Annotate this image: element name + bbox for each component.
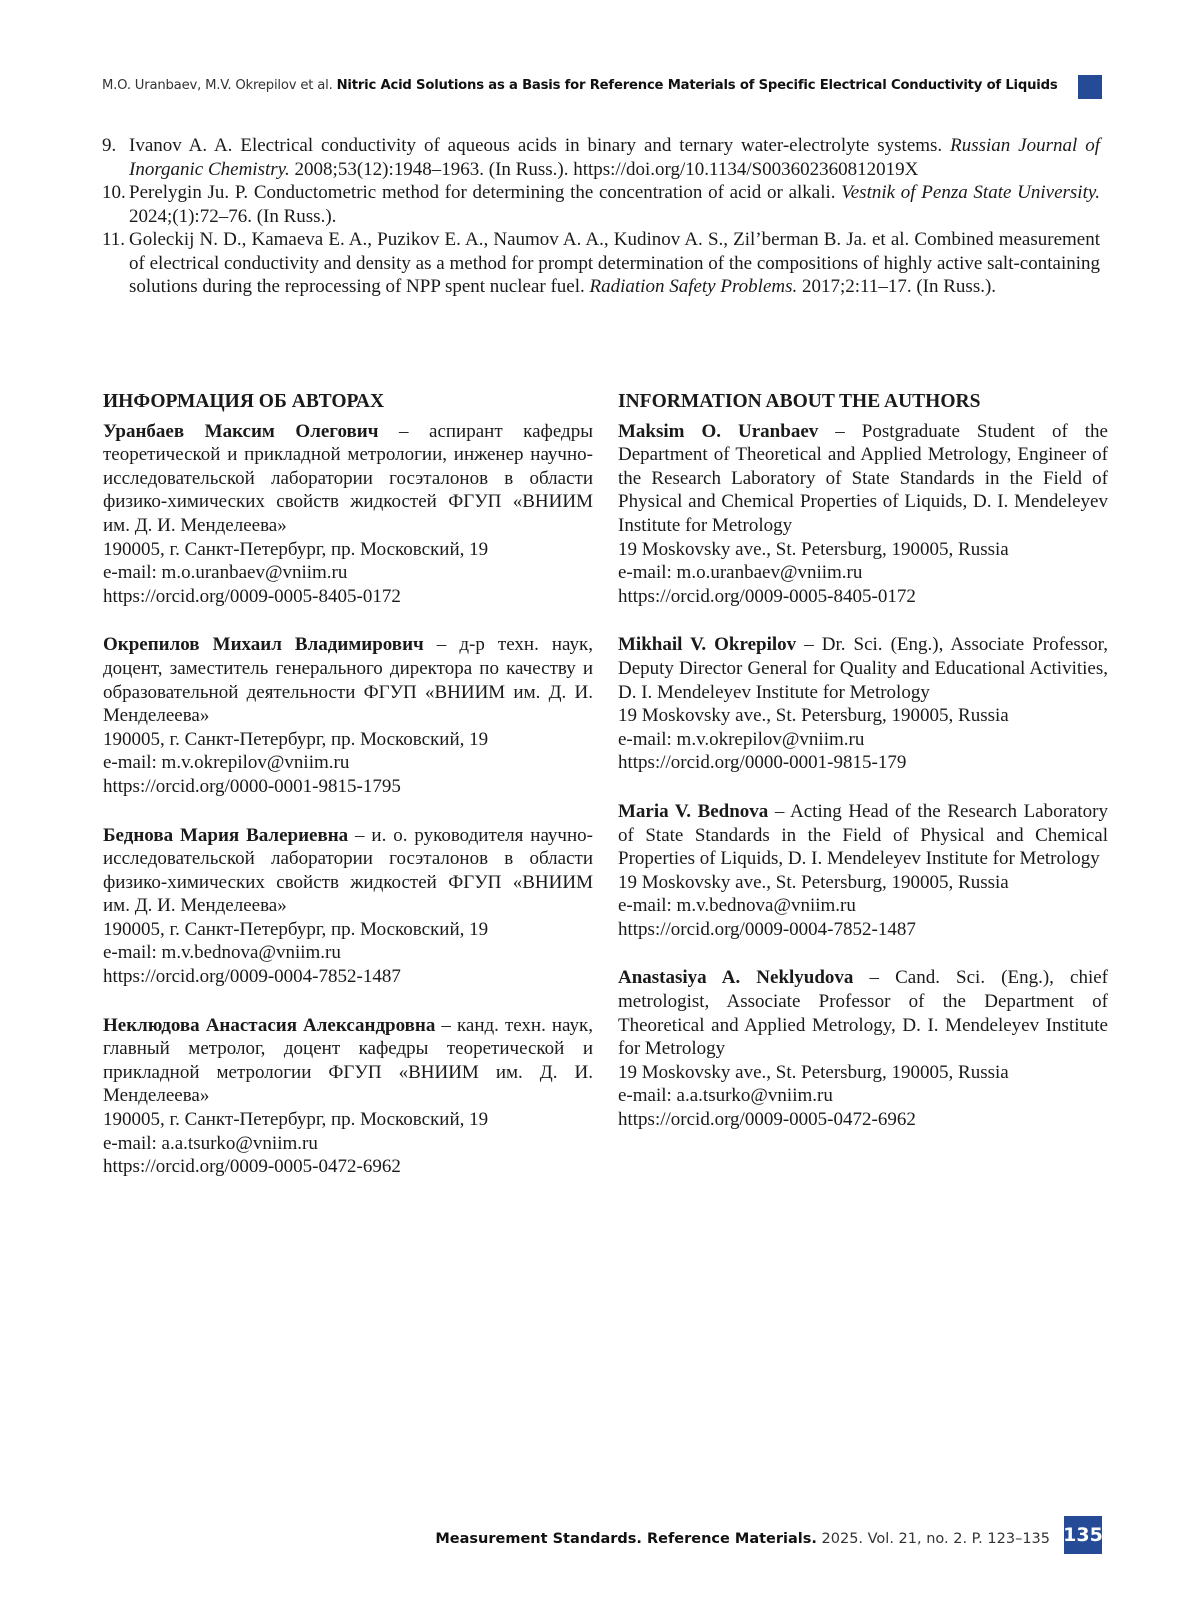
reference-item [102,228,1100,299]
header-title: Nitric Acid Solutions as a Basis for Reference Materials of Specific Electrical Conductivity of Liquids [336,78,1058,93]
reference-text: Goleckij N. D., Kamaeva E. A., Puzikov E. A., Naumov A. A., Kudinov A. S., Zil’berman B. Ja. et al. Combined measurement of electrical conductivity and density as a method for prompt determination of the compositions of highly active salt-containing solutions during the reprocessing of NPP spent nuclear fuel. Radiation Safety Problems. 2017;2:11–17. (In Russ.). [129,229,1100,297]
author-description: Уранбаев Максим Олегович – аспирант кафедры теоретической и прикладной метрологии, инженер научно-исследовательской лаборатории госэталонов в области физико-химических свойств жидкостей ФГУП «ВНИИМ им. Д. И. Менделеева» [103,420,593,536]
author-block [618,966,1108,1131]
author-name: Anastasiya A. Neklyudova [618,967,854,989]
reference-item [102,134,1100,181]
author-email[interactable]: e-mail: m.v.okrepilov@vniim.ru [618,728,865,750]
author-description: Maksim O. Uranbaev – Postgraduate Student of the Department of Theoretical and Applied Metrology, Engineer of the Research Laboratory of State Standards in the Field of Physical and Chemical Properties of Liquids, D. I. Mendeleyev Institute for Metrology [618,420,1108,536]
reference-item [102,181,1100,228]
author-email[interactable]: e-mail: m.o.uranbaev@vniim.ru [103,562,348,584]
author-description: Неклюдова Анастасия Александровна – канд. техн. наук, главный метролог, доцент кафедры теоретической и прикладной метрологии ФГУП «ВНИИМ им. Д. И. Менделеева» [103,1014,594,1107]
author-email[interactable]: e-mail: m.v.okrepilov@vniim.ru [103,752,350,774]
author-orcid-link[interactable]: https://orcid.org/0009-0005-0472-6962 [103,1156,401,1178]
author-block [103,1014,593,1179]
author-orcid-link[interactable]: https://orcid.org/0009-0005-0472-6962 [618,1109,916,1131]
page-footer [435,1531,1050,1547]
footer-journal: Measurement Standards. Reference Materials. [435,1531,817,1547]
author-email[interactable]: e-mail: a.a.tsurko@vniim.ru [618,1085,833,1107]
author-orcid-link[interactable]: https://orcid.org/0009-0004-7852-1487 [103,966,401,988]
author-address: 19 Moskovsky ave., St. Petersburg, 190005, Russia [618,705,1009,727]
author-name: Неклюдова Анастасия Александровна [103,1014,436,1036]
author-name: Окрепилов Михаил Владимирович [103,634,424,656]
author-orcid-link[interactable]: https://orcid.org/0009-0005-8405-0172 [618,585,916,607]
authors-column-en [618,390,1108,1157]
author-block [103,420,593,609]
author-block [103,633,593,798]
author-block [618,800,1108,942]
author-block [618,633,1108,775]
author-name: Maksim O. Uranbaev [618,420,819,442]
author-description: Mikhail V. Okrepilov – Dr. Sci. (Eng.), Associate Professor, Deputy Director General for Quality and Educational Activities, D. I. Mendeleyev Institute for Metrology [618,634,1108,703]
reference-journal: Vestnik of Penza State University. [841,182,1100,203]
author-block [103,824,593,989]
author-address: 190005, г. Санкт-Петербург, пр. Московский, 19 [103,728,489,750]
reference-number: 11. [102,229,126,250]
author-email[interactable]: e-mail: a.a.tsurko@vniim.ru [103,1132,318,1154]
author-address: 190005, г. Санкт-Петербург, пр. Московский, 19 [103,1109,489,1131]
author-orcid-link[interactable]: https://orcid.org/0009-0005-8405-0172 [103,585,401,607]
author-address: 19 Moskovsky ave., St. Petersburg, 190005, Russia [618,871,1009,893]
section-title-ru: ИНФОРМАЦИЯ ОБ АВТОРАХ [103,391,385,412]
author-orcid-link[interactable]: https://orcid.org/0009-0004-7852-1487 [618,918,916,940]
author-email[interactable]: e-mail: m.v.bednova@vniim.ru [618,895,856,917]
author-description: Окрепилов Михаил Владимирович – д-р техн. наук, доцент, заместитель генерального директора по качеству и образовательной деятельности ФГУП «ВНИИМ им. Д. И. Менделеева» [103,634,593,727]
author-email[interactable]: e-mail: m.v.bednova@vniim.ru [103,942,341,964]
author-block [618,420,1108,609]
author-description: Беднова Мария Валериевна – и. о. руководителя научно-исследовательской лаборатории госэталонов в области физико-химических свойств жидкостей ФГУП «ВНИИМ им. Д. И. Менделеева» [103,824,593,917]
author-name: Уранбаев Максим Олегович [103,420,379,442]
author-address: 190005, г. Санкт-Петербург, пр. Московский, 19 [103,538,489,560]
author-name: Беднова Мария Валериевна [103,824,349,846]
author-description: Maria V. Bednova – Acting Head of the Research Laboratory of State Standards in the Field of Physical and Chemical Properties of Liquids, D. I. Mendeleyev Institute for Metrology [618,800,1108,870]
reference-journal: Russian Journal of Inorganic Chemistry. [129,135,1100,180]
reference-text: Perelygin Ju. P. Conductometric method for determining the concentration of acid or alkali. Vestnik of Penza State University. 2024;(1):72–76. (In Russ.). [129,182,1100,227]
reference-journal: Radiation Safety Problems. [589,276,798,297]
author-address: 19 Moskovsky ave., St. Petersburg, 190005, Russia [618,538,1009,560]
footer-details: 2025. Vol. 21, no. 2. P. 123–135 [821,1531,1050,1547]
reference-text: Ivanov A. A. Electrical conductivity of aqueous acids in binary and ternary water-electrolyte systems. Russian Journal of Inorganic Chemistry. 2008;53(12):1948–1963. (In Russ.). https://doi.org/10.1134/S003602360812019X [129,135,1100,180]
page-number: 135 [1064,1516,1102,1554]
header-authors: M.O. Uranbaev, M.V. Okrepilov et al. [102,78,333,93]
reference-list [102,134,1100,299]
author-orcid-link[interactable]: https://orcid.org/0000-0001-9815-1795 [103,775,401,797]
author-address: 19 Moskovsky ave., St. Petersburg, 190005, Russia [618,1061,1009,1083]
author-name: Mikhail V. Okrepilov [618,634,797,656]
author-address: 190005, г. Санкт-Петербург, пр. Московский, 19 [103,918,489,940]
author-email[interactable]: e-mail: m.o.uranbaev@vniim.ru [618,562,863,584]
header-accent-square [1078,75,1102,99]
author-orcid-link[interactable]: https://orcid.org/0000-0001-9815-179 [618,752,907,774]
section-title-en: INFORMATION ABOUT THE AUTHORS [618,391,981,412]
author-description: Anastasiya A. Neklyudova – Cand. Sci. (Eng.), chief metrologist, Associate Professor of the Department of Theoretical and Applied Metrology, D. I. Mendeleyev Institute for Metrology [618,967,1108,1060]
author-name: Maria V. Bednova [618,800,769,822]
authors-column-ru [103,390,593,1204]
reference-number: 10. [102,182,126,203]
running-header [102,78,1062,93]
reference-number: 9. [102,135,117,156]
